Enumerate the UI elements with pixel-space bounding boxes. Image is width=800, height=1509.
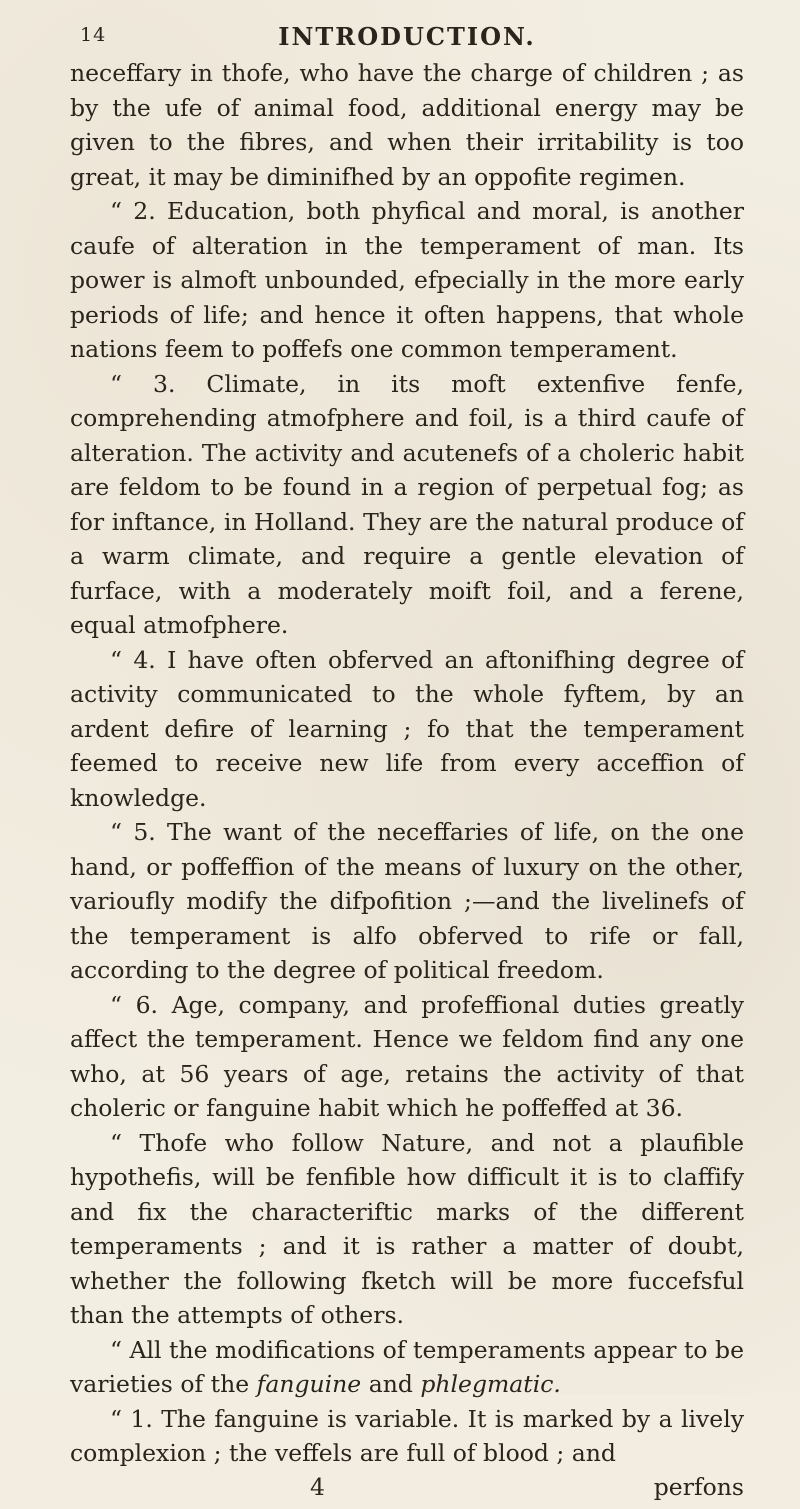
- page-footer: [70, 1473, 744, 1509]
- paragraph-continuation: neceffary in thofe, who have the charge of children ; as by the ufe of animal food, additional energy may be given to the fibres, and when their irritability is too great, it may be diminifhed by an oppofite regimen.: [70, 59, 744, 191]
- catchword: perfons: [653, 1472, 744, 1501]
- paragraph-learning: “ 4. I have often obferved an aftonifhing degree of activity communicated to the whole fyftem, by an ardent defire of learning ; fo that the temperament feemed to receive new life from every acceffion of knowledge.: [70, 645, 744, 812]
- term-sanguine: fanguine: [256, 1370, 362, 1398]
- body-text: [70, 56, 744, 1471]
- modifications-text-before: “ All the modifications of temperaments appear to be varieties of the: [70, 1335, 744, 1398]
- paragraph-necessaries: “ 5. The want of the neceffaries of life, on the one hand, or poffeffion of the means of luxury on the other, varioufly modify the difpofition ;—and the livelinefs of the temperament is alfo obferved to rife or fall, according to the degree of political freedom.: [70, 818, 744, 984]
- paragraph-nature: “ Thofe who follow Nature, and not a plaufible hypothefis, will be fenfible how difficult it is to claffify and fix the characteriftic marks of the different temperaments ; and it is rather a matter of doubt, whether the following fketch will be more fuccefsful than the attempts of others.: [70, 1128, 744, 1329]
- page-number: 14: [80, 24, 107, 46]
- paragraph-sanguine: “ 1. The fanguine is variable. It is marked by a lively complexion ; the veffels are full of blood ; and: [70, 1404, 744, 1467]
- paragraph-modifications: [70, 1333, 744, 1402]
- modifications-text-middle: and: [361, 1370, 421, 1398]
- paragraph-education: “ 2. Education, both phyfical and moral, is another caufe of alteration in the temperament of man. Its power is almoft unbounded, efpecially in the more early periods of life; and hence it often happens, that whole nations feem to poffefs one common temperament.: [70, 197, 744, 363]
- paragraph-age: “ 6. Age, company, and profeffional duties greatly affect the temperament. Hence we feldom find any one who, at 56 years of age, retains the activity of that choleric or fanguine habit which he poffeffed at 36.: [70, 990, 744, 1122]
- signature-mark: 4: [310, 1472, 325, 1501]
- running-head: [70, 18, 744, 52]
- term-phlegmatic: phlegmatic.: [420, 1370, 561, 1398]
- header-title: INTRODUCTION.: [278, 22, 536, 51]
- paragraph-climate: “ 3. Climate, in its moft extenfive fenfe, comprehending atmofphere and foil, is a third caufe of alteration. The activity and acutenefs of a choleric habit are feldom to be found in a region of perpetual fog; as for inftance, in Holland. They are the natural produce of a warm climate, and require a gentle elevation of furface, with a moderately moift foil, and a ferene, equal atmofphere.: [70, 369, 744, 639]
